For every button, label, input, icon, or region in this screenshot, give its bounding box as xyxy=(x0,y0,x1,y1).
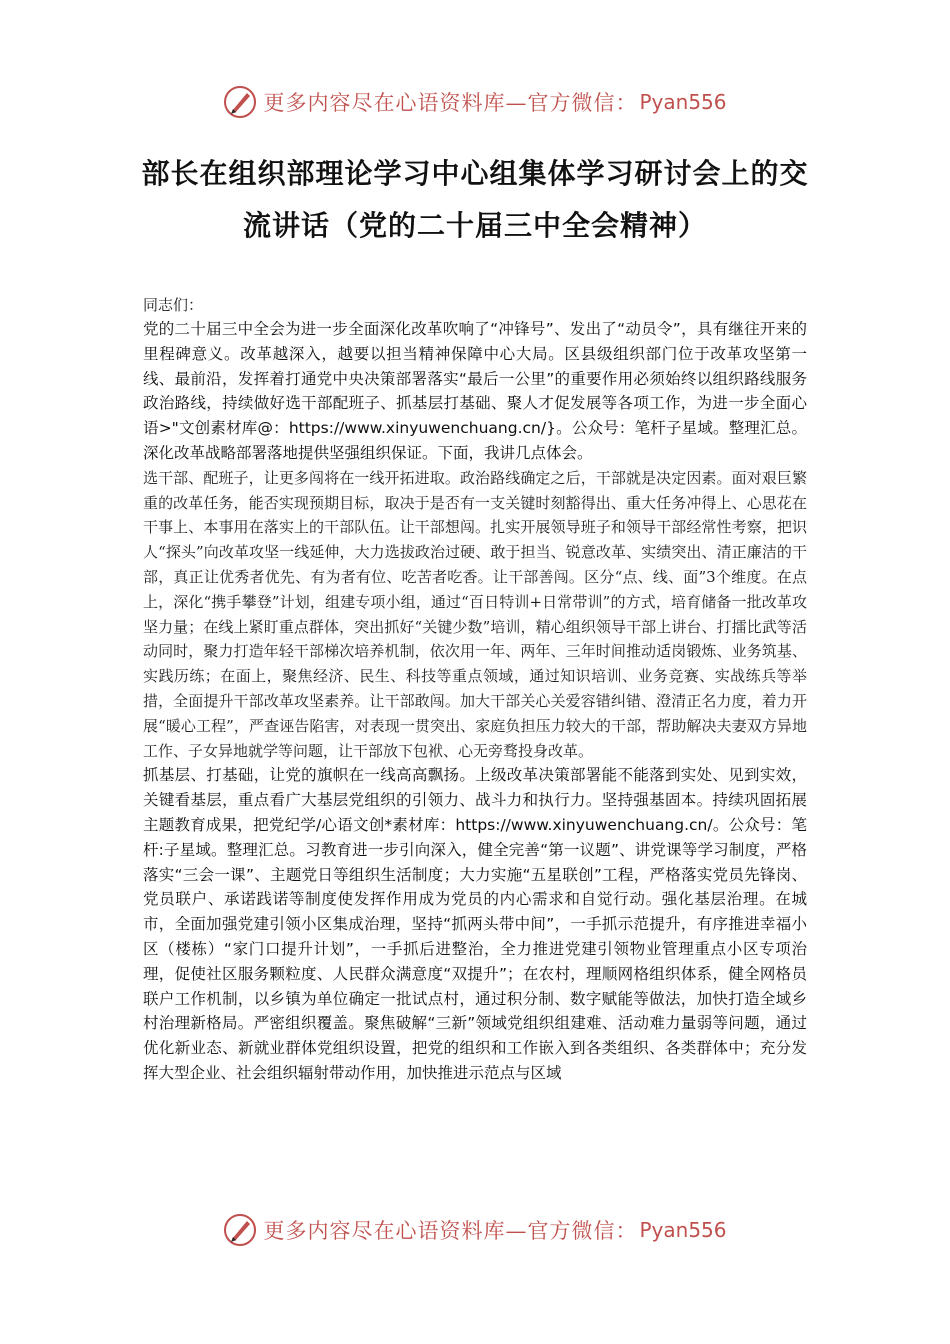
banner-text: 更多内容尽在心语资料库—官方微信： xyxy=(263,1219,638,1243)
quill-pen-logo-icon xyxy=(223,1213,257,1247)
banner-wechat-id: Pyan556 xyxy=(639,90,727,114)
document-body xyxy=(143,293,807,1086)
paragraph-intro: 党的二十届三中全会为进一步全面深化改革吹响了“冲锋号”、发出了“动员令”，具有继往开来的里程碑意义。改革越深入，越要以担当精神保障中心大局。区县级组织部门位于改革攻坚第一线、最前沿，发挥着打通党中央决策部署落实“最后一公里”的重要作用必须始终以组织路线服务政治路线，持续做好选干部配班子、抓基层打基础、聚人才促发展等各项工作，为进一步全面心语>"文创素材库@：https://www.xinyuwenchuang.cn/}。公众号：笔杆子星域。整理汇总。深化改革战略部署落地提供坚强组织保证。下面，我讲几点体会。 xyxy=(143,320,807,462)
banner-text: 更多内容尽在心语资料库—官方微信： xyxy=(263,91,638,115)
greeting: 同志们： xyxy=(143,296,204,314)
quill-pen-logo-icon xyxy=(223,85,257,119)
header-banner xyxy=(0,82,950,122)
banner-wechat-id: Pyan556 xyxy=(639,1218,727,1242)
footer-banner xyxy=(0,1210,950,1250)
document-title: 部长在组织部理论学习中心组集体学习研讨会上的交流讲话（党的二十届三中全会精神） xyxy=(141,157,809,242)
paragraph-cadres: 选干部、配班子，让更多闯将在一线开拓进取。政治路线确定之后，干部就是决定因素。面对艰巨繁重的改革任务，能否实现预期目标，取决于是否有一支关键时刻豁得出、重大任务冲得上、心思花在干事上、本事用在落实上的干部队伍。让干部想闯。扎实开展领导班子和领导干部经常性考察，把识人“探头”向改革攻坚一线延伸，大力选拔政治过硬、敢于担当、锐意改革、实绩突出、清正廉洁的干部，真正让优秀者优先、有为者有位、吃苦者吃香。让干部善闯。区分“点、线、面”3个维度。在点上，深化“携手攀登”计划，组建专项小组，通过“百日特训+日常带训”的方式，培育储备一批改革攻坚力量；在线上紧盯重点群体，突出抓好“关键少数”培训，精心组织领导干部上讲台、打擂比武等活动同时，聚力打造年轻干部梯次培养机制，依次用一年、两年、三年时间推动适岗锻炼、业务筑基、实践历练；在面上，聚焦经济、民生、科技等重点领域，通过知识培训、业务竞赛、实战练兵等举措，全面提升干部改革攻坚素养。让干部敢闯。加大干部关心关爱容错纠错、澄清正名力度，着力开展“暖心工程”，严查诬告陷害，对表现一贯突出、家庭负担压力较大的干部，帮助解决夫妻双方异地工作、子女异地就学等问题，让干部放下包袱、心无旁骛投身改革。 xyxy=(143,468,807,760)
paragraph-grassroots: 抓基层、打基础，让党的旗帜在一线高高飘扬。上级改革决策部署能不能落到实处、见到实效，关键看基层，重点看广大基层党组织的引领力、战斗力和执行力。坚持强基固本。持续巩固拓展主题教育成果，把党纪学/心语文创*素材库：https://www.xinyuwenchuang.cn/。公众号：笔杆:子星域。整理汇总。习教育进一步引向深入，健全完善“第一议题”、讲党课等学习制度，严格落实“三会一课”、主题党日等组织生活制度；大力实施“五星联创”工程，严格落实党员先锋岗、党员联户、承诺践诺等制度使发挥作用成为党员的内心需求和自觉行动。强化基层治理。在城市，全面加强党建引领小区集成治理，坚持“抓两头带中间”，一手抓示范提升，有序推进幸福小区（楼栋）“家门口提升计划”，一手抓后进整治，全力推进党建引领物业管理重点小区专项治理，促使社区服务颗粒度、人民群众满意度“双提升”；在农村，理顺网格组织体系，健全网格员联户工作机制，以乡镇为单位确定一批试点村，通过积分制、数字赋能等做法，加快打造全域乡村治理新格局。严密组织覆盖。聚焦破解“三新”领域党组织组建难、活动难力量弱等问题，通过优化新业态、新就业群体党组织设置，把党的组织和工作嵌入到各类组织、各类群体中；充分发挥大型企业、社会组织辐射带动作用，加快推进示范点与区域 xyxy=(143,766,807,1082)
